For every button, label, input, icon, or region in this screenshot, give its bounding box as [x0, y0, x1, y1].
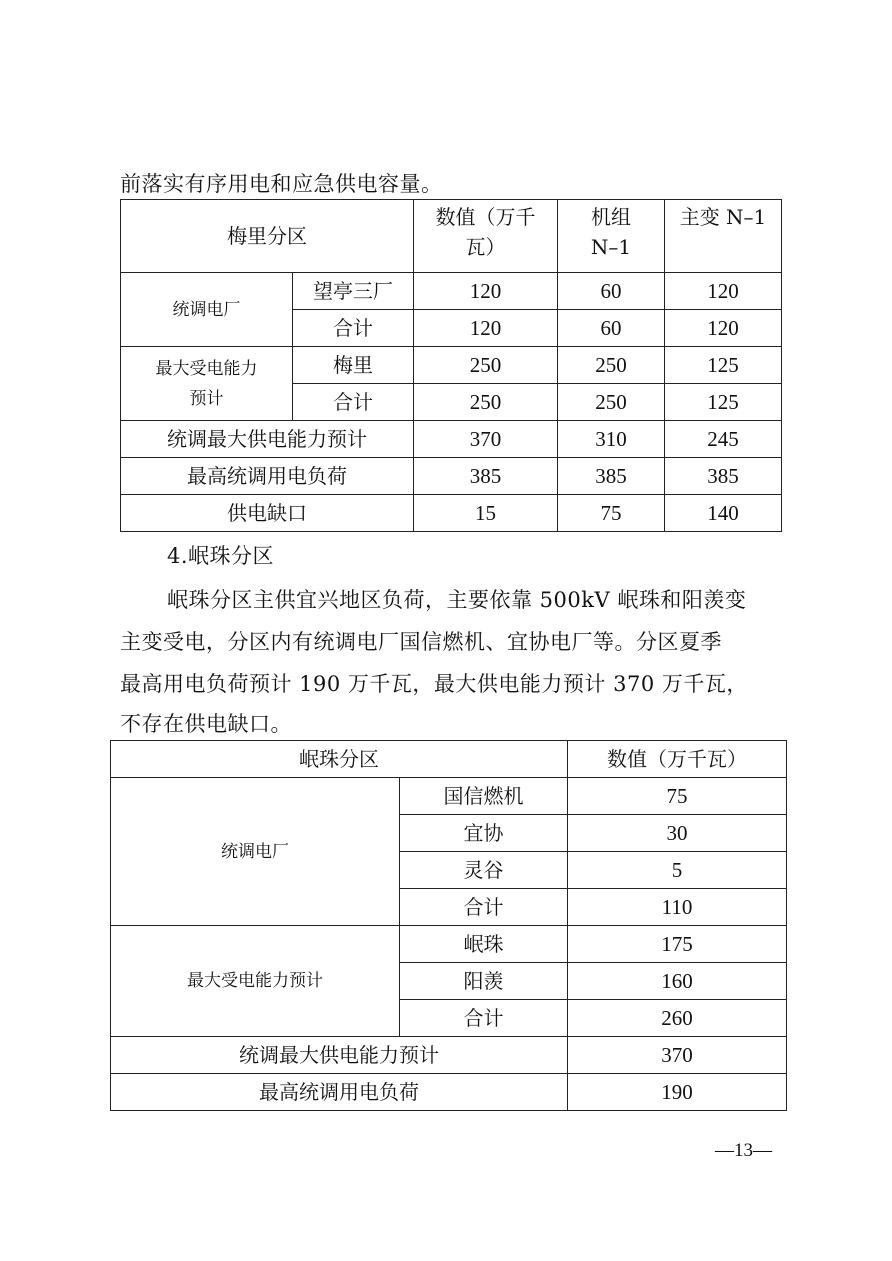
- cell-value: 75: [568, 778, 787, 815]
- group-label: 最大受电能力预计: [111, 926, 400, 1037]
- paragraph-line: 不存在供电缺口。: [120, 712, 292, 736]
- table-header-row: [121, 200, 782, 273]
- row-name: 阳羡: [400, 963, 568, 1000]
- table-row: [111, 1037, 787, 1074]
- group-label: 统调电厂: [121, 273, 293, 347]
- row-name: 供电缺口: [121, 495, 414, 532]
- meili-zone-table: [120, 199, 782, 532]
- row-name: 合计: [400, 889, 568, 926]
- table-row: [121, 495, 782, 532]
- cell-value: 60: [558, 273, 665, 310]
- table-row: [121, 273, 782, 310]
- cell-value: 120: [414, 310, 558, 347]
- cell-value: 15: [414, 495, 558, 532]
- cell-value: 385: [665, 458, 782, 495]
- cell-value: 250: [414, 347, 558, 384]
- cell-value: 250: [558, 347, 665, 384]
- cell-value: 140: [665, 495, 782, 532]
- cell-value: 120: [665, 273, 782, 310]
- cell-value: 260: [568, 1000, 787, 1037]
- row-name: 最高统调用电负荷: [121, 458, 414, 495]
- paragraph-line: 岷珠分区主供宜兴地区负荷，主要依靠 500kV 岷珠和阳羡变: [167, 588, 747, 612]
- table-row: [111, 926, 787, 963]
- cell-value: 125: [665, 347, 782, 384]
- row-name: 宜协: [400, 815, 568, 852]
- page-number: —13—: [715, 1140, 772, 1161]
- table-row: [121, 458, 782, 495]
- row-name: 灵谷: [400, 852, 568, 889]
- header-value: 数值（万千 瓦）: [414, 200, 558, 273]
- cell-value: 385: [558, 458, 665, 495]
- row-name: 梅里: [293, 347, 414, 384]
- cell-value: 370: [568, 1037, 787, 1074]
- table-row: [121, 421, 782, 458]
- row-name: 统调最大供电能力预计: [121, 421, 414, 458]
- table-row: [111, 778, 787, 815]
- cell-value: 175: [568, 926, 787, 963]
- cell-value: 60: [558, 310, 665, 347]
- table-row: [121, 347, 782, 384]
- minzhu-zone-table: [110, 740, 787, 1111]
- row-name: 合计: [293, 310, 414, 347]
- section-heading: 4.岷珠分区: [167, 544, 275, 568]
- cell-value: 385: [414, 458, 558, 495]
- cell-value: 370: [414, 421, 558, 458]
- cell-value: 245: [665, 421, 782, 458]
- header-zone: 梅里分区: [121, 200, 414, 273]
- cell-value: 190: [568, 1074, 787, 1111]
- intro-line: 前落实有序用电和应急供电容量。: [120, 172, 443, 196]
- row-name: 岷珠: [400, 926, 568, 963]
- table-row: [111, 1074, 787, 1111]
- paragraph-line: 最高用电负荷预计 190 万千瓦，最大供电能力预计 370 万千瓦，: [120, 672, 748, 696]
- row-name: 望亭三厂: [293, 273, 414, 310]
- paragraph-line: 主变受电，分区内有统调电厂国信燃机、宜协电厂等。分区夏季: [120, 630, 722, 654]
- header-transformer-n1: 主变 N–1: [665, 200, 782, 273]
- header-unit-n1: 机组 N–1: [558, 200, 665, 273]
- group-label: 统调电厂: [111, 778, 400, 926]
- cell-value: 120: [665, 310, 782, 347]
- header-value: 数值（万千瓦）: [568, 741, 787, 778]
- row-name: 国信燃机: [400, 778, 568, 815]
- cell-value: 125: [665, 384, 782, 421]
- cell-value: 160: [568, 963, 787, 1000]
- header-zone: 岷珠分区: [111, 741, 568, 778]
- cell-value: 250: [558, 384, 665, 421]
- table-header-row: [111, 741, 787, 778]
- row-name: 合计: [293, 384, 414, 421]
- row-name: 最高统调用电负荷: [111, 1074, 568, 1111]
- cell-value: 110: [568, 889, 787, 926]
- group-label: 最大受电能力 预计: [121, 347, 293, 421]
- cell-value: 5: [568, 852, 787, 889]
- cell-value: 30: [568, 815, 787, 852]
- cell-value: 310: [558, 421, 665, 458]
- row-name: 统调最大供电能力预计: [111, 1037, 568, 1074]
- row-name: 合计: [400, 1000, 568, 1037]
- cell-value: 250: [414, 384, 558, 421]
- cell-value: 120: [414, 273, 558, 310]
- cell-value: 75: [558, 495, 665, 532]
